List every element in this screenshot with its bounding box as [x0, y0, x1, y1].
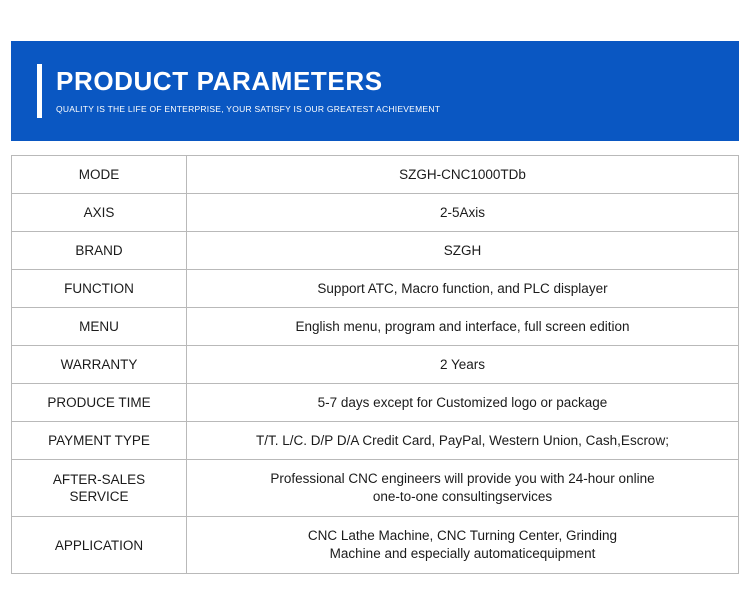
table-row — [12, 346, 739, 384]
table-row — [12, 232, 739, 270]
table-row — [12, 422, 739, 460]
spec-label-warranty: WARRANTY — [12, 346, 187, 384]
spec-value-line: SZGH — [443, 242, 482, 258]
banner-text-block — [56, 66, 440, 116]
specifications-table — [11, 155, 739, 574]
spec-label-line: SERVICE — [69, 489, 129, 504]
spec-value-menu — [187, 308, 739, 346]
spec-value-line: 5-7 days except for Customized logo or package — [317, 394, 608, 410]
spec-label-line: AFTER-SALES — [52, 472, 146, 487]
table-row — [12, 384, 739, 422]
page-subtitle: QUALITY IS THE LIFE OF ENTERPRISE, YOUR SATISFY IS OUR GREATEST ACHIEVEMENT — [56, 104, 441, 114]
specifications-table-body — [12, 156, 739, 574]
spec-label-payment-type: PAYMENT TYPE — [12, 422, 187, 460]
table-row — [12, 156, 739, 194]
spec-value-after-sales-service — [187, 460, 739, 517]
spec-value-produce-time — [187, 384, 739, 422]
page-title: PRODUCT PARAMETERS — [56, 66, 383, 96]
table-row — [12, 517, 739, 574]
banner-accent-bar — [37, 64, 42, 118]
spec-value-line: English menu, program and interface, full screen edition — [295, 318, 630, 334]
spec-label-menu: MENU — [12, 308, 187, 346]
spec-label-application: APPLICATION — [12, 517, 187, 574]
spec-value-function — [187, 270, 739, 308]
spec-value-line: 2-5Axis — [439, 204, 485, 220]
table-row — [12, 194, 739, 232]
table-row — [12, 460, 739, 517]
spec-value-mode — [187, 156, 739, 194]
spec-value-application — [187, 517, 739, 574]
spec-value-line: SZGH-CNC1000TDb — [399, 166, 526, 182]
table-row — [12, 308, 739, 346]
spec-value-line: Professional CNC engineers will provide you with 24-hour online — [270, 471, 655, 486]
spec-value-line: Support ATC, Macro function, and PLC displayer — [317, 280, 608, 296]
spec-value-line: CNC Lathe Machine, CNC Turning Center, Grinding — [307, 528, 618, 543]
spec-value-line: 2 Years — [439, 356, 486, 372]
spec-value-line: one-to-one consultingservices — [372, 489, 553, 504]
spec-value-line: Machine and especially automaticequipment — [329, 546, 596, 561]
spec-value-warranty — [187, 346, 739, 384]
spec-label-axis: AXIS — [12, 194, 187, 232]
page-header-banner — [11, 41, 739, 141]
spec-value-axis — [187, 194, 739, 232]
spec-label-function: FUNCTION — [12, 270, 187, 308]
spec-value-payment-type — [187, 422, 739, 460]
table-row — [12, 270, 739, 308]
spec-label-brand: BRAND — [12, 232, 187, 270]
spec-value-brand — [187, 232, 739, 270]
spec-label-after-sales-service — [12, 460, 187, 517]
spec-value-line: T/T. L/C. D/P D/A Credit Card, PayPal, Western Union, Cash,Escrow; — [256, 432, 669, 448]
spec-label-produce-time: PRODUCE TIME — [12, 384, 187, 422]
spec-label-mode: MODE — [12, 156, 187, 194]
